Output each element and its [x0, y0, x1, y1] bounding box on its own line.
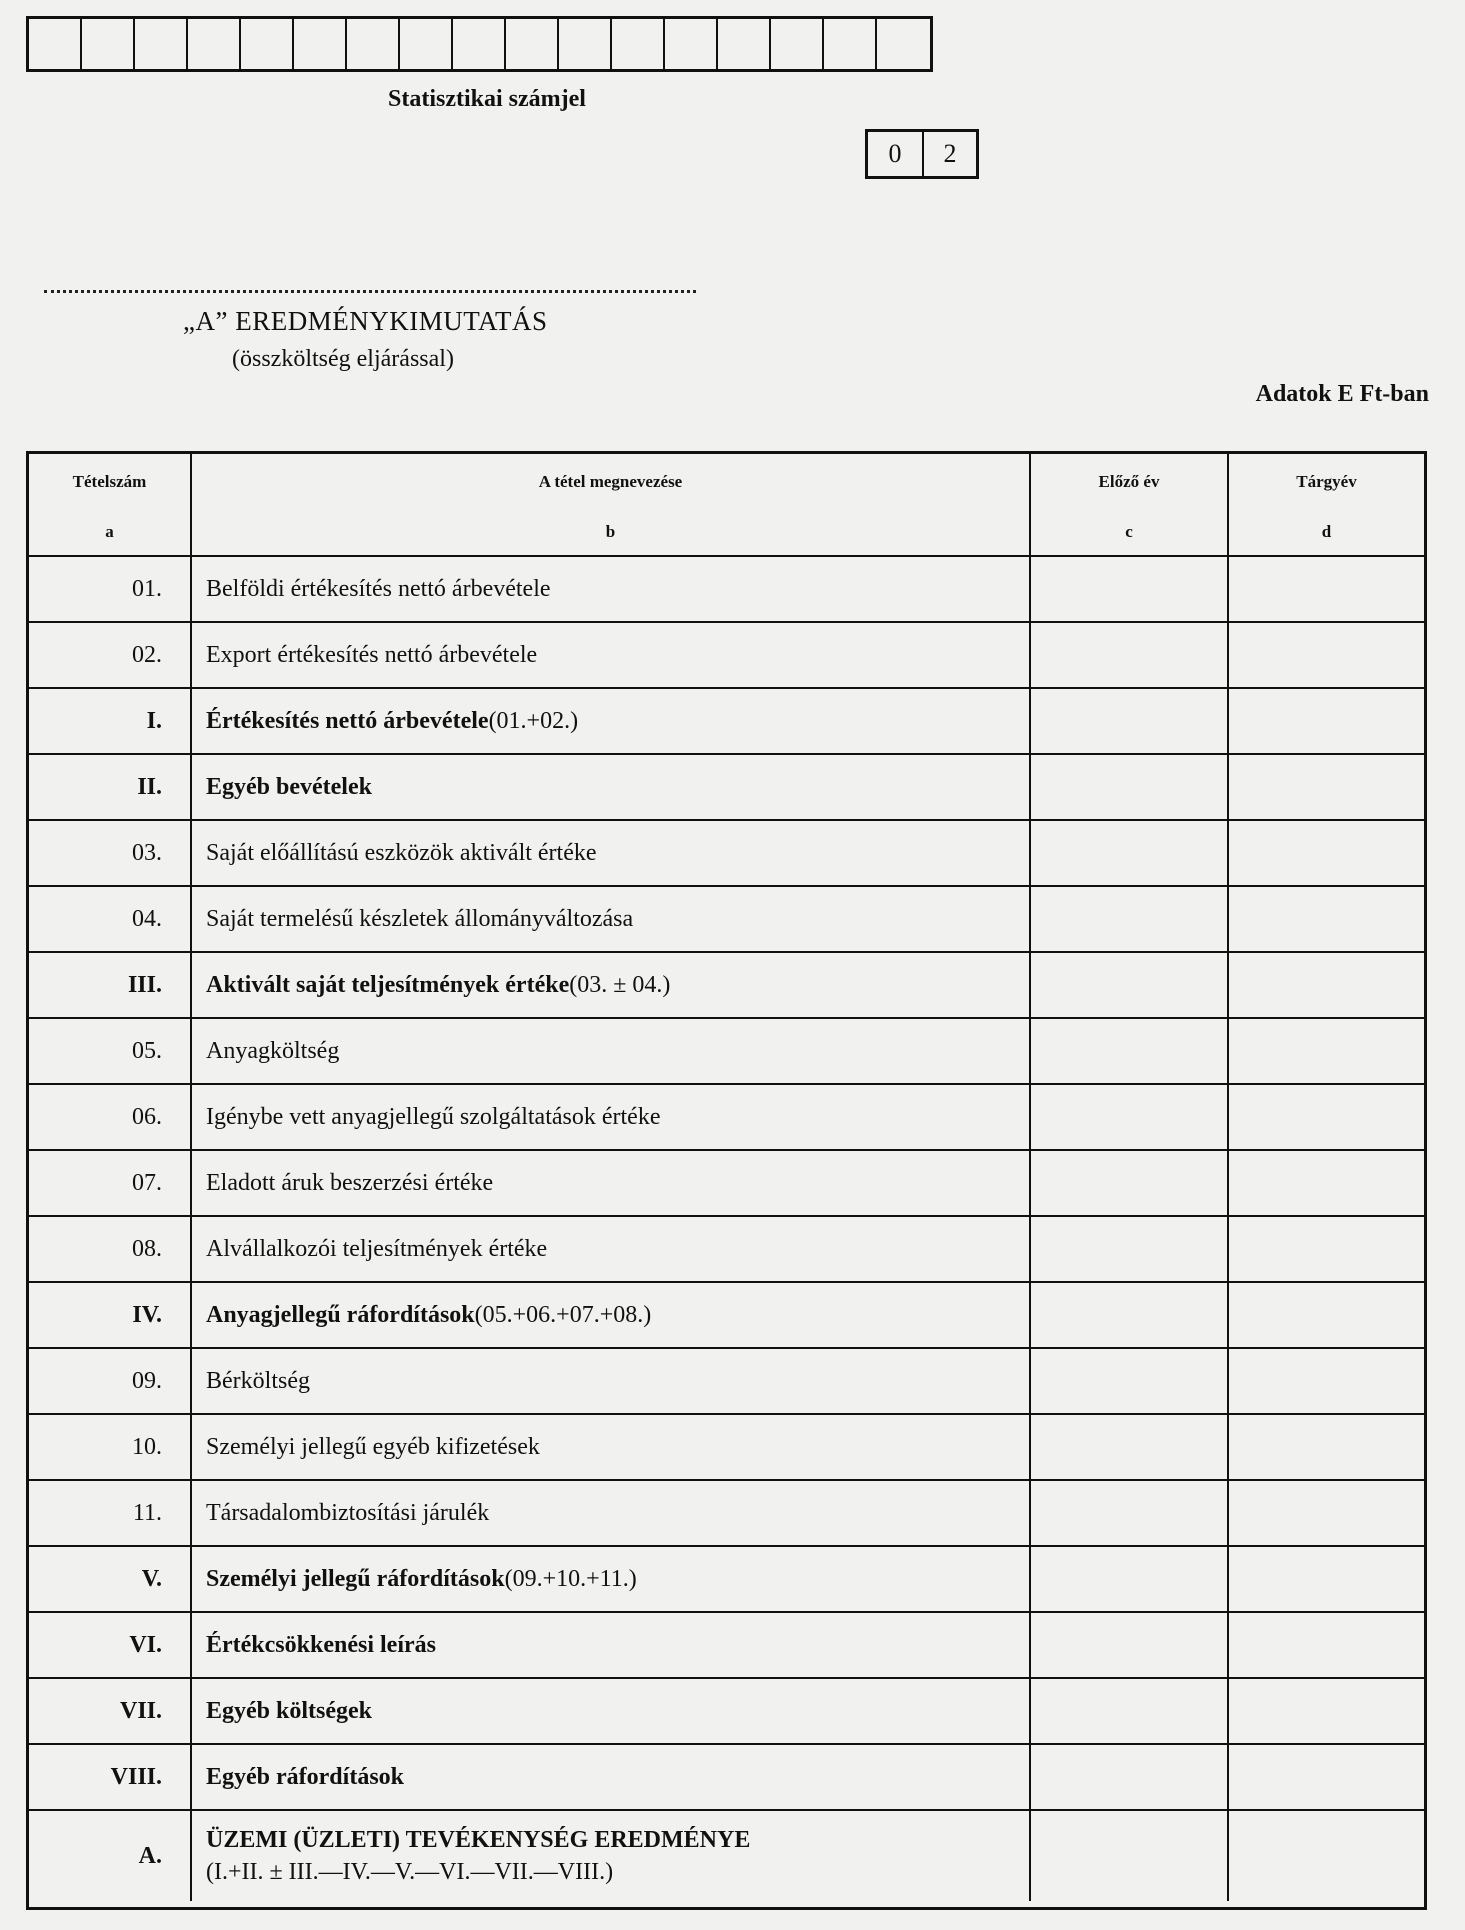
stat-number-box[interactable] — [771, 19, 824, 69]
row-item-number: VII. — [29, 1679, 192, 1745]
row-item-name — [192, 1151, 1031, 1217]
row-item-label: Saját előállítású eszközök aktivált értéke — [206, 839, 597, 866]
row-item-label: Értékcsökkenési leírás — [206, 1631, 436, 1658]
form-code-digit: 2 — [922, 132, 976, 176]
stat-number-box[interactable] — [82, 19, 135, 69]
row-item-number: VI. — [29, 1613, 192, 1679]
column-letter: a — [29, 509, 192, 557]
previous-year-value-cell[interactable] — [1031, 755, 1229, 821]
column-header-item-number: Tételszám — [29, 454, 192, 509]
column-header-previous-year: Előző év — [1031, 454, 1229, 509]
row-item-name — [192, 755, 1031, 821]
row-item-label: Anyagjellegű ráfordítások — [206, 1301, 475, 1328]
statement-title: „A” EREDMÉNYKIMUTATÁS — [183, 306, 548, 336]
row-item-name — [192, 887, 1031, 953]
row-item-formula: (I.+II. ± III.—IV.—V.—VI.—VII.—VIII.) — [206, 1859, 614, 1885]
row-item-name — [192, 1085, 1031, 1151]
previous-year-value-cell[interactable] — [1031, 623, 1229, 689]
previous-year-value-cell[interactable] — [1031, 1151, 1229, 1217]
current-year-value-cell[interactable] — [1229, 1415, 1424, 1481]
current-year-value-cell[interactable] — [1229, 1613, 1424, 1679]
row-item-label: Igénybe vett anyagjellegű szolgáltatások értéke — [206, 1103, 661, 1130]
stat-number-box[interactable] — [400, 19, 453, 69]
income-statement-table — [26, 451, 1427, 1910]
row-item-name — [192, 1217, 1031, 1283]
row-item-name — [192, 821, 1031, 887]
company-name-line[interactable] — [44, 290, 696, 293]
current-year-value-cell[interactable] — [1229, 557, 1424, 623]
previous-year-value-cell[interactable] — [1031, 887, 1229, 953]
row-item-label: Aktivált saját teljesítmények értéke — [206, 971, 570, 998]
current-year-value-cell[interactable] — [1229, 821, 1424, 887]
row-item-label: Társadalombiztosítási járulék — [206, 1499, 490, 1526]
stat-number-boxes — [26, 16, 933, 72]
current-year-value-cell[interactable] — [1229, 1283, 1424, 1349]
row-item-label: Értékesítés nettó árbevétele — [206, 707, 489, 734]
current-year-value-cell[interactable] — [1229, 887, 1424, 953]
previous-year-value-cell[interactable] — [1031, 1283, 1229, 1349]
row-item-number: 09. — [29, 1349, 192, 1415]
previous-year-value-cell[interactable] — [1031, 821, 1229, 887]
row-item-label: Eladott áruk beszerzési értéke — [206, 1169, 494, 1196]
row-item-number: 03. — [29, 821, 192, 887]
previous-year-value-cell[interactable] — [1031, 557, 1229, 623]
row-item-number: 07. — [29, 1151, 192, 1217]
row-item-label: Egyéb ráfordítások — [206, 1763, 404, 1790]
current-year-value-cell[interactable] — [1229, 1085, 1424, 1151]
stat-number-box[interactable] — [453, 19, 506, 69]
row-item-label: Személyi jellegű ráfordítások — [206, 1565, 505, 1592]
stat-number-box[interactable] — [294, 19, 347, 69]
row-item-label: Egyéb bevételek — [206, 773, 372, 800]
current-year-value-cell[interactable] — [1229, 1679, 1424, 1745]
row-item-name — [192, 1613, 1031, 1679]
previous-year-value-cell[interactable] — [1031, 953, 1229, 1019]
row-item-name — [192, 1019, 1031, 1085]
row-item-number: 04. — [29, 887, 192, 953]
row-item-number: A. — [29, 1811, 192, 1901]
column-letter: b — [192, 509, 1031, 557]
previous-year-value-cell[interactable] — [1031, 1811, 1229, 1901]
row-item-number: I. — [29, 689, 192, 755]
stat-number-box[interactable] — [506, 19, 559, 69]
row-item-name — [192, 623, 1031, 689]
form-code-boxes — [865, 129, 979, 179]
row-item-number: 05. — [29, 1019, 192, 1085]
column-header-current-year: Tárgyév — [1296, 471, 1357, 491]
column-header-item-name: A tétel megnevezése — [192, 454, 1031, 509]
stat-number-box[interactable] — [612, 19, 665, 69]
previous-year-value-cell[interactable] — [1031, 1547, 1229, 1613]
stat-number-box[interactable] — [824, 19, 877, 69]
row-item-name — [192, 1679, 1031, 1745]
row-item-name — [192, 1811, 1031, 1901]
stat-number-box[interactable] — [559, 19, 612, 69]
row-item-number: VIII. — [29, 1745, 192, 1811]
column-letter: d — [1229, 509, 1424, 557]
row-item-label: Személyi jellegű egyéb kifizetések — [206, 1433, 540, 1460]
row-item-number: V. — [29, 1547, 192, 1613]
stat-number-box[interactable] — [241, 19, 294, 69]
row-item-formula: (03. ± 04.) — [569, 971, 671, 998]
previous-year-value-cell[interactable] — [1031, 1745, 1229, 1811]
row-item-label: Bérköltség — [206, 1367, 310, 1394]
row-item-label: Alvállalkozói teljesítmények értéke — [206, 1235, 548, 1262]
row-item-formula: (05.+06.+07.+08.) — [474, 1301, 652, 1328]
row-item-label: Anyagköltség — [206, 1037, 340, 1064]
stat-number-box[interactable] — [135, 19, 188, 69]
row-item-formula: (01.+02.) — [488, 707, 579, 734]
row-item-number: IV. — [29, 1283, 192, 1349]
row-item-name — [192, 557, 1031, 623]
row-item-name — [192, 1481, 1031, 1547]
previous-year-value-cell[interactable] — [1031, 1613, 1229, 1679]
stat-number-box[interactable] — [877, 19, 930, 69]
current-year-value-cell[interactable] — [1229, 689, 1424, 755]
row-item-number: 10. — [29, 1415, 192, 1481]
current-year-value-cell[interactable] — [1229, 953, 1424, 1019]
current-year-value-cell[interactable] — [1229, 1349, 1424, 1415]
current-year-value-cell[interactable] — [1229, 1019, 1424, 1085]
row-item-number: 01. — [29, 557, 192, 623]
row-item-label: Egyéb költségek — [206, 1697, 373, 1724]
current-year-value-cell[interactable] — [1229, 1745, 1424, 1811]
row-item-number: 11. — [29, 1481, 192, 1547]
stat-number-box[interactable] — [718, 19, 771, 69]
row-item-number: 06. — [29, 1085, 192, 1151]
units-note: Adatok E Ft-ban — [1255, 381, 1429, 407]
row-item-name — [192, 689, 1031, 755]
row-item-formula: (09.+10.+11.) — [504, 1565, 637, 1592]
current-year-value-cell[interactable] — [1229, 1151, 1424, 1217]
row-item-label: Belföldi értékesítés nettó árbevétele — [206, 575, 551, 602]
row-item-name — [192, 1283, 1031, 1349]
row-item-label: ÜZEMI (ÜZLETI) TEVÉKENYSÉG EREDMÉNYE — [206, 1826, 751, 1853]
row-item-label: Export értékesítés nettó árbevétele — [206, 641, 538, 668]
row-item-name — [192, 1547, 1031, 1613]
previous-year-value-cell[interactable] — [1031, 689, 1229, 755]
previous-year-value-cell[interactable] — [1031, 1349, 1229, 1415]
current-year-value-cell[interactable] — [1229, 1481, 1424, 1547]
column-letter: c — [1031, 509, 1229, 557]
previous-year-value-cell[interactable] — [1031, 1415, 1229, 1481]
current-year-value-cell[interactable] — [1229, 623, 1424, 689]
stat-number-box[interactable] — [29, 19, 82, 69]
current-year-value-cell[interactable] — [1229, 1217, 1424, 1283]
row-item-number: 02. — [29, 623, 192, 689]
previous-year-value-cell[interactable] — [1031, 1679, 1229, 1745]
previous-year-value-cell[interactable] — [1031, 1217, 1229, 1283]
form-code-digit: 0 — [888, 139, 902, 168]
previous-year-value-cell[interactable] — [1031, 1481, 1229, 1547]
row-item-name — [192, 1349, 1031, 1415]
current-year-value-cell[interactable] — [1229, 1547, 1424, 1613]
row-item-number: II. — [29, 755, 192, 821]
stat-number-box[interactable] — [347, 19, 400, 69]
row-item-number: III. — [29, 953, 192, 1019]
stat-number-box[interactable] — [665, 19, 718, 69]
row-item-label: Saját termelésű készletek állományváltozása — [206, 905, 634, 932]
row-item-name — [192, 953, 1031, 1019]
row-item-name — [192, 1415, 1031, 1481]
previous-year-value-cell[interactable] — [1031, 1019, 1229, 1085]
stat-number-box[interactable] — [188, 19, 241, 69]
previous-year-value-cell[interactable] — [1031, 1085, 1229, 1151]
row-item-name — [192, 1745, 1031, 1811]
current-year-value-cell[interactable] — [1229, 1811, 1424, 1901]
row-item-number: 08. — [29, 1217, 192, 1283]
current-year-value-cell[interactable] — [1229, 755, 1424, 821]
stat-number-label: Statisztikai számjel — [388, 86, 586, 112]
statement-subtitle: (összköltség eljárással) — [232, 346, 454, 372]
